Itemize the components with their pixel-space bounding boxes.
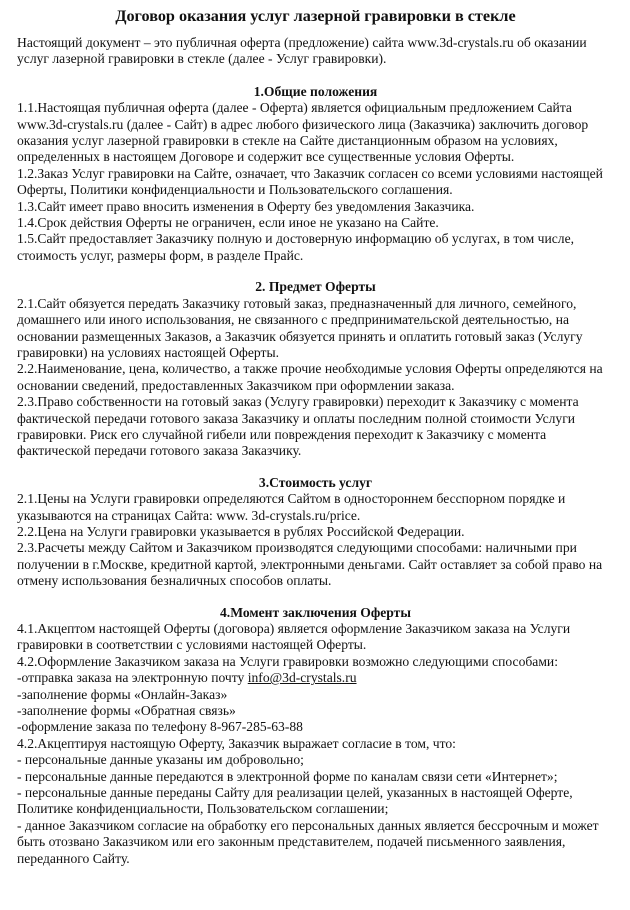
paragraph-3-1: 2.1.Цены на Услуги гравировки определяются Сайтом в одностороннем бесспорном порядке и указываются на страницах Сайта: www. 3d-crystals.ru/price. <box>17 491 566 523</box>
feedback-form-line: -заполнение формы «Обратная связь» <box>17 703 236 719</box>
consent-item: - персональные данные указаны им добровольно; <box>17 752 304 768</box>
section-conclusion <box>17 605 614 868</box>
phone-order-line: -оформление заказа по телефону 8-967-285-63-88 <box>17 719 303 735</box>
email-order-line <box>17 670 614 686</box>
online-order-line: -заполнение формы «Онлайн-Заказ» <box>17 686 228 702</box>
paragraph-2-3: 2.3.Право собственности на готовый заказ (Услугу гравировки) переходит к Заказчику с момента фактической передачи готового заказа Заказчику и оплаты последним полной стоимости Услуги гравировки. Риск его случайной гибели или повреждения переходит к Заказчику с момента фактической передачи готового заказа Заказчику. <box>17 394 579 459</box>
consent-item: - персональные данные передаются в электронной форме по каналам связи сети «Интернет»; <box>17 768 558 784</box>
consent-item: - персональные данные переданы Сайту для реализации целей, указанных в настоящей Оферте, Политике конфиденциальности, Пользовательском соглашении; <box>17 785 573 817</box>
paragraph-1-2: 1.2.Заказ Услуг гравировки на Сайте, означает, что Заказчик согласен со всеми условиями настоящей Оферты, Политики конфиденциальности и Пользовательского соглашения. <box>17 165 603 198</box>
paragraph-1-1: 1.1.Настоящая публичная оферта (далее - Оферта) является официальным предложением Сайта www.3d-crystals.ru (далее - Сайт) в адрес любого физического лица (Заказчика) заключить договор оказания услуг лазерной гравировки в стекле на Сайте дистанционным образом на условиях, определенных в настоящем Договоре и содержит все существенные условия Оферты. <box>17 100 589 165</box>
paragraph-3-2: 2.2.Цена на Услуги гравировки указывается в рублях Российской Федерации. <box>17 523 465 539</box>
section-heading: 3.Стоимость услуг <box>258 474 373 490</box>
section-heading: 4.Момент заключения Оферты <box>220 604 411 620</box>
email-order-text: -отправка заказа на электронную почту <box>17 670 248 686</box>
section-cost <box>17 475 614 590</box>
paragraph-2-1: 2.1.Сайт обязуется передать Заказчику готовый заказ, предназначенный для личного, семейного, домашнего или иного использования, не связанного с предпринимательской деятельностью, на основании размещенных Заказов, а Заказчик обязуется принять и оплатить готовый заказ (Услугу гравировки) на условиях настоящей Оферты. <box>17 295 583 360</box>
paragraph-1-3: 1.3.Сайт имеет право вносить изменения в Оферту без уведомления Заказчика. <box>17 198 475 214</box>
section-heading: 2. Предмет Оферты <box>255 279 376 295</box>
section-subject <box>17 279 614 459</box>
paragraph-2-2: 2.2.Наименование, цена, количество, а также прочие необходимые условия Оферты определяются на основании сведений, предоставленных Заказчиком при оформлении заказа. <box>17 361 603 393</box>
paragraph-4-1: 4.1.Акцептом настоящей Оферты (договора) является оформление Заказчиком заказа на Услуги гравировки в соответствии с условиями настоящей Оферты. <box>17 621 571 653</box>
consent-item: - данное Заказчиком согласие на обработку его персональных данных является бессрочным и может быть отозвано Заказчиком или его законным представителем, подачей письменного заявления, переданного Сайту. <box>17 817 599 866</box>
intro-paragraph: Настоящий документ – это публичная оферта (предложение) сайта www.3d-crystals.ru об оказании услуг лазерной гравировки в стекле (далее - Услуг гравировки). <box>17 35 587 67</box>
paragraph-4-2-consent: 4.2.Акцептируя настоящую Оферту, Заказчик выражает согласие в том, что: <box>17 735 456 751</box>
email-link[interactable]: info@3d-crystals.ru <box>247 670 357 686</box>
paragraph-1-5: 1.5.Сайт предоставляет Заказчику полную и достоверную информацию об услугах, в том числе, стоимость услуг, размеры форм, в разделе Прайс. <box>17 231 575 263</box>
paragraph-1-4: 1.4.Срок действия Оферты не ограничен, если иное не указано на Сайте. <box>17 215 439 231</box>
section-heading: 1.Общие положения <box>253 83 378 99</box>
section-general <box>17 84 614 264</box>
page-title: Договор оказания услуг лазерной гравировки в стекле <box>115 7 516 25</box>
paragraph-3-3: 2.3.Расчеты между Сайтом и Заказчиком производятся следующими способами: наличными при получении в г.Москве, кредитной картой, электронными деньгами. Сайт оставляет за собой право на отмену использования безналичных способов оплаты. <box>17 540 603 589</box>
paragraph-4-2: 4.2.Оформление Заказчиком заказа на Услуги гравировки возможно следующими способами: <box>17 653 558 669</box>
